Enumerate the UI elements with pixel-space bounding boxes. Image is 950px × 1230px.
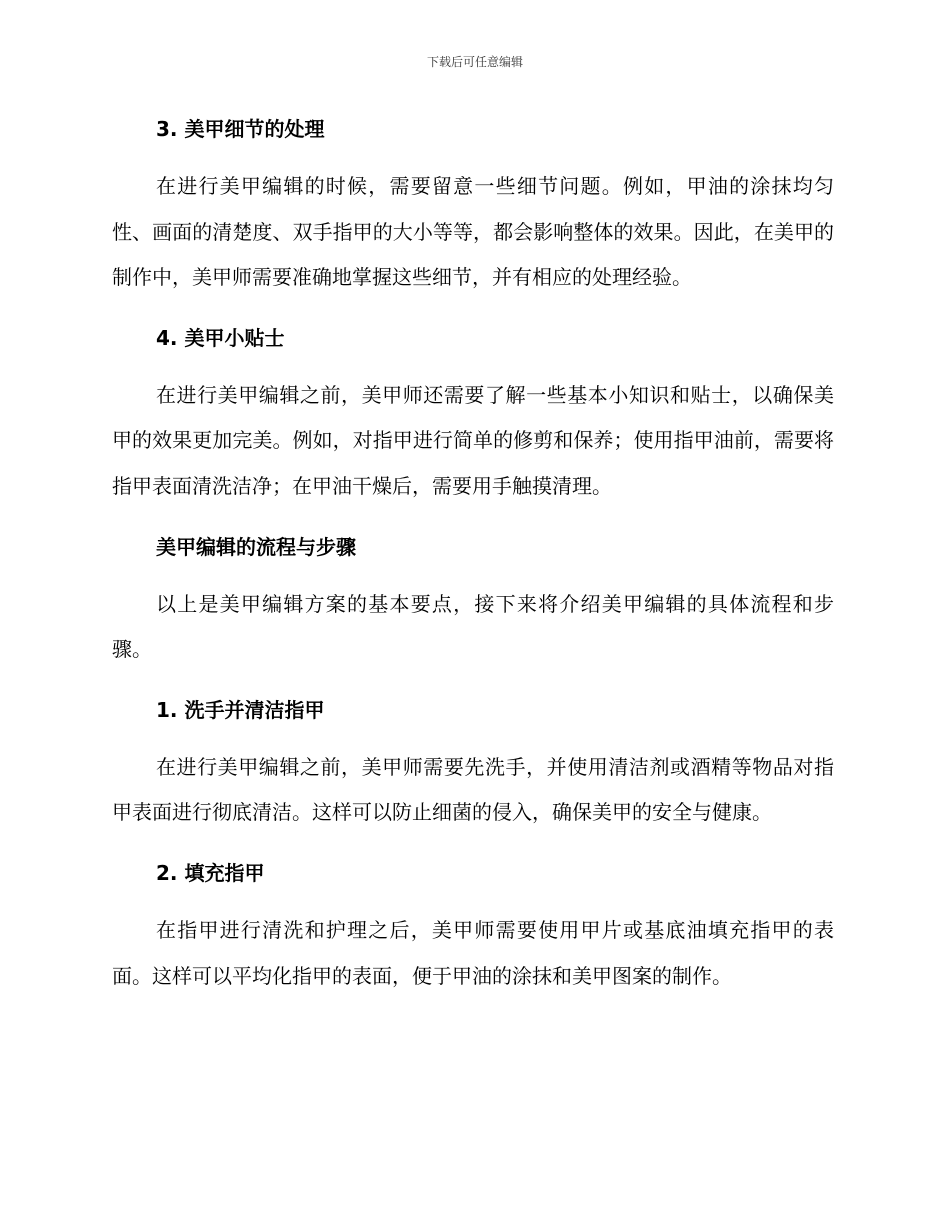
section-paragraph-nail-details: 在进行美甲编辑的时候，需要留意一些细节问题。例如，甲油的涂抹均匀性、画面的清楚度、双手指甲的大小等等，都会影响整体的效果。因此，在美甲的制作中，美甲师需要准确地掌握这些细节，并有相应的处理经验。 (112, 174, 834, 290)
section-heading-fill-nails: 2. 填充指甲 (156, 860, 265, 885)
section-heading-process-steps: 美甲编辑的流程与步骤 (156, 534, 356, 559)
section-paragraph-process-steps: 以上是美甲编辑方案的基本要点，接下来将介绍美甲编辑的具体流程和步骤。 (112, 591, 834, 662)
section-heading-nail-tips: 4. 美甲小贴士 (156, 325, 285, 350)
section-paragraph-nail-tips: 在进行美甲编辑之前，美甲师还需要了解一些基本小知识和贴士，以确保美甲的效果更加完美。例如，对指甲进行简单的修剪和保养；使用指甲油前，需要将指甲表面清洗洁净；在甲油干燥后，需要用手触摸清理。 (112, 382, 834, 498)
section-heading-nail-details: 3. 美甲细节的处理 (156, 117, 325, 141)
page-header: 下载后可任意编辑 (426, 55, 523, 69)
section-paragraph-fill-nails: 在指甲进行清洗和护理之后，美甲师需要使用甲片或基底油填充指甲的表面。这样可以平均化指甲的表面，便于甲油的涂抹和美甲图案的制作。 (112, 917, 834, 988)
document-body (112, 112, 834, 999)
section-paragraph-wash-hands: 在进行美甲编辑之前，美甲师需要先洗手，并使用清洁剂或酒精等物品对指甲表面进行彻底清洁。这样可以防止细菌的侵入，确保美甲的安全与健康。 (112, 754, 834, 825)
section-heading-wash-hands: 1. 洗手并清洁指甲 (156, 697, 325, 722)
